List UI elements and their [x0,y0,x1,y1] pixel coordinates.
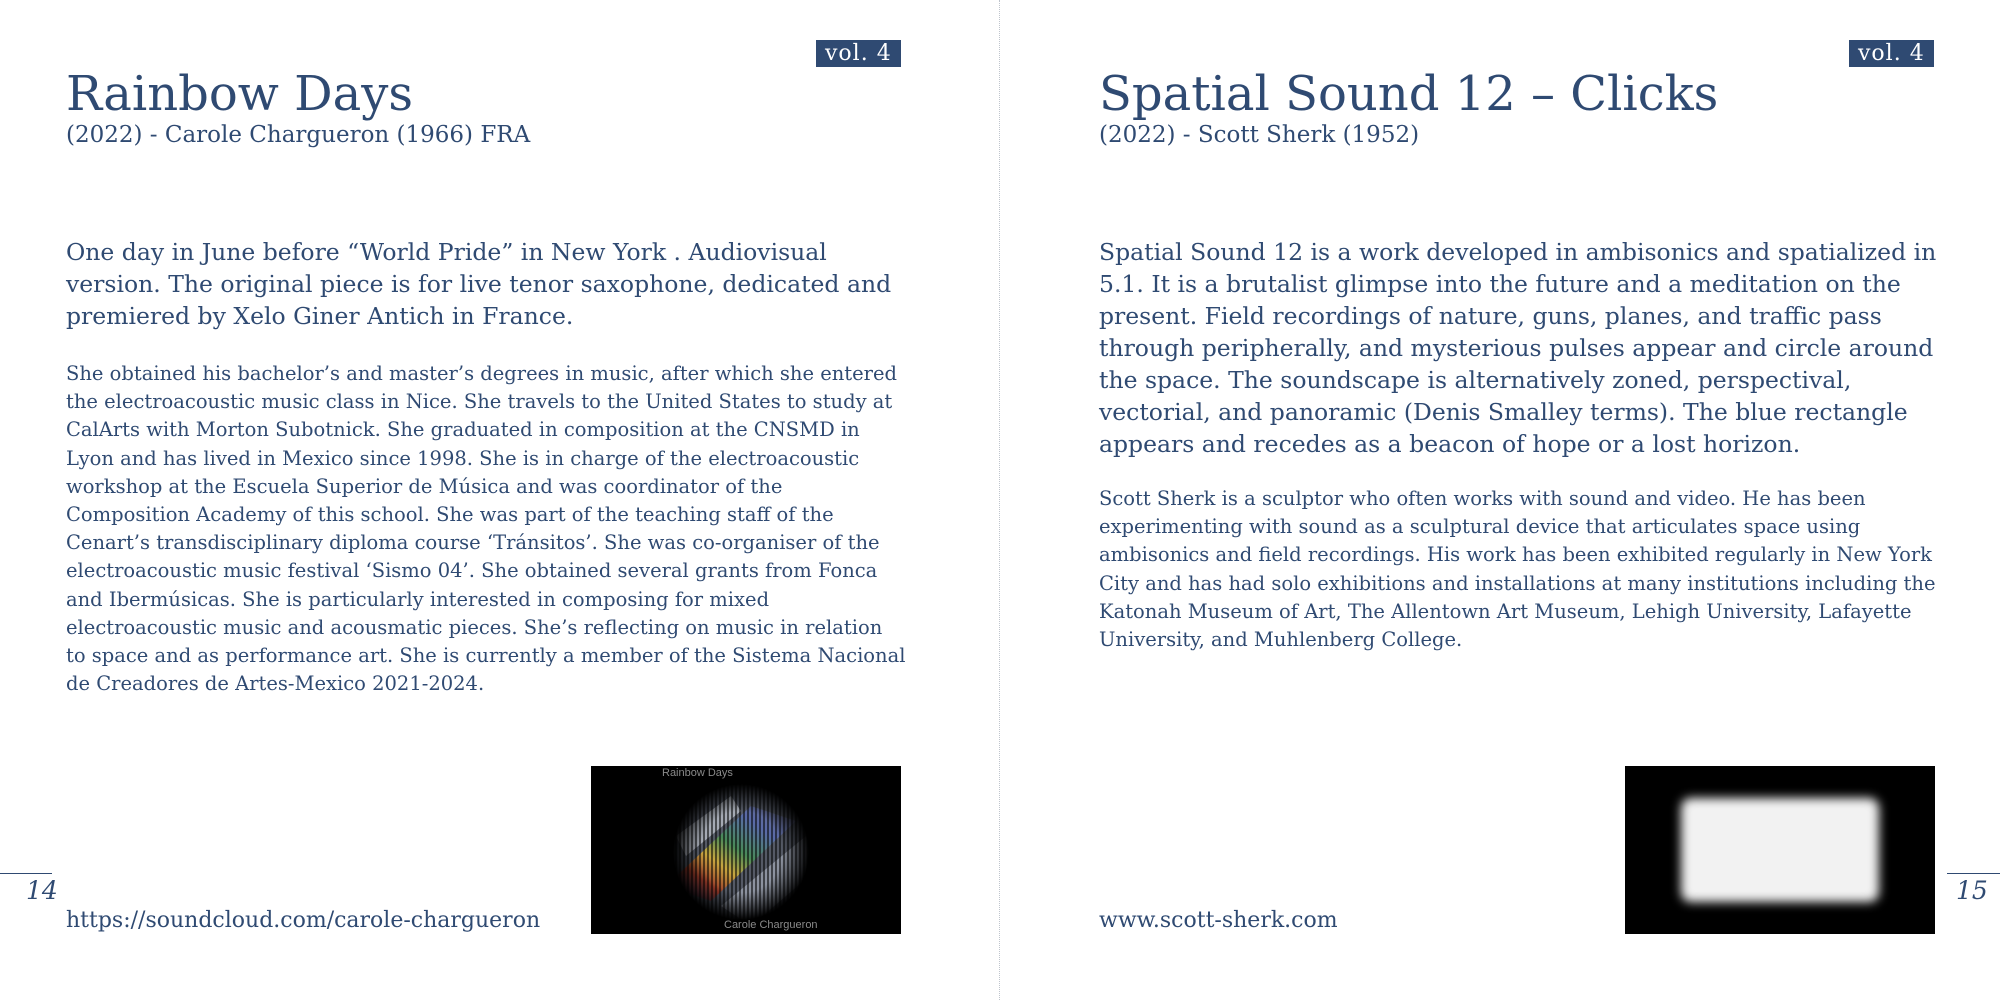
work-description: One day in June before “World Pride” in New York . Audiovisual version. The original piece is for live tenor saxophone, dedicated and premiered by Xelo Giner Antich in France. [66,238,892,330]
composer-bio: Scott Sherk is a sculptor who often works with sound and video. He has been experimenting with sound as a sculptural device that articulates space using ambisonics and field recordings. His work has been exhibited regularly in New York City and has had solo exhibitions and installations at many institutions including the Katonah Museum of Art, The Allentown Art Museum, Lehigh University, Lafayette University, and Muhlenberg College. [1099,487,1936,652]
rainbow-sphere-image [591,766,901,934]
artist-website-link[interactable]: www.scott-sherk.com [1099,908,1338,933]
right-page [1000,0,2000,1000]
composer-bio: She obtained his bachelor’s and master’s degrees in music, after which she entered the electroacoustic music class in Nice. She travels to the United States to study at CalArts with Morton Subotnick. She graduated in composition at the CNSMD in Lyon and has lived in Mexico since 1998. She is in charge of the electroacoustic workshop at the Escuela Superior de Música and was coordinator of the Composition Academy of this school. She was part of the teaching staff of the Cenart’s transdisciplinary diploma course ‘Tránsitos’. She was co-organiser of the electroacoustic music festival ‘Sismo 04’. She obtained several grants from Fonca and Ibermúsicas. She is particularly interested in composing for mixed electroacoustic music and acousmatic pieces. She’s reflecting on music in relation to space and as performance art. She is currently a member of the Sistema Nacional de Creadores de Artes-Mexico 2021-2024. [66,362,906,696]
volume-badge: vol. 4 [1849,40,1934,67]
page-title: Rainbow Days [66,66,413,122]
page-number: 15 [1956,876,1988,905]
thumbnail-caption-top: Rainbow Days [662,767,733,779]
thumbnail-caption-bottom: Carole Chargueron [724,919,818,931]
video-thumbnail[interactable] [591,766,901,934]
soundcloud-link[interactable]: https://soundcloud.com/carole-chargueron [66,908,541,933]
page-number-rule [1947,873,2000,874]
video-thumbnail[interactable] [1625,766,1935,934]
page-number: 14 [26,876,58,905]
blurred-rectangle-image [1625,766,1935,934]
work-credits: (2022) - Scott Sherk (1952) [1099,122,1420,148]
work-credits: (2022) - Carole Chargueron (1966) FRA [66,122,531,148]
page-title: Spatial Sound 12 – Clicks [1099,66,1719,122]
volume-badge: vol. 4 [816,40,901,67]
page-number-rule [0,873,52,874]
work-description: Spatial Sound 12 is a work developed in ambisonics and spatialized in 5.1. It is a brutalist glimpse into the future and a meditation on the present. Field recordings of nature, guns, planes, and traffic pass through peripherally, and mysterious pulses appear and circle around the space. The soundscape is alternatively zoned, perspectival, vectorial, and panoramic (Denis Smalley terms). The blue rectangle appears and recedes as a beacon of hope or a lost horizon. [1099,238,1937,458]
